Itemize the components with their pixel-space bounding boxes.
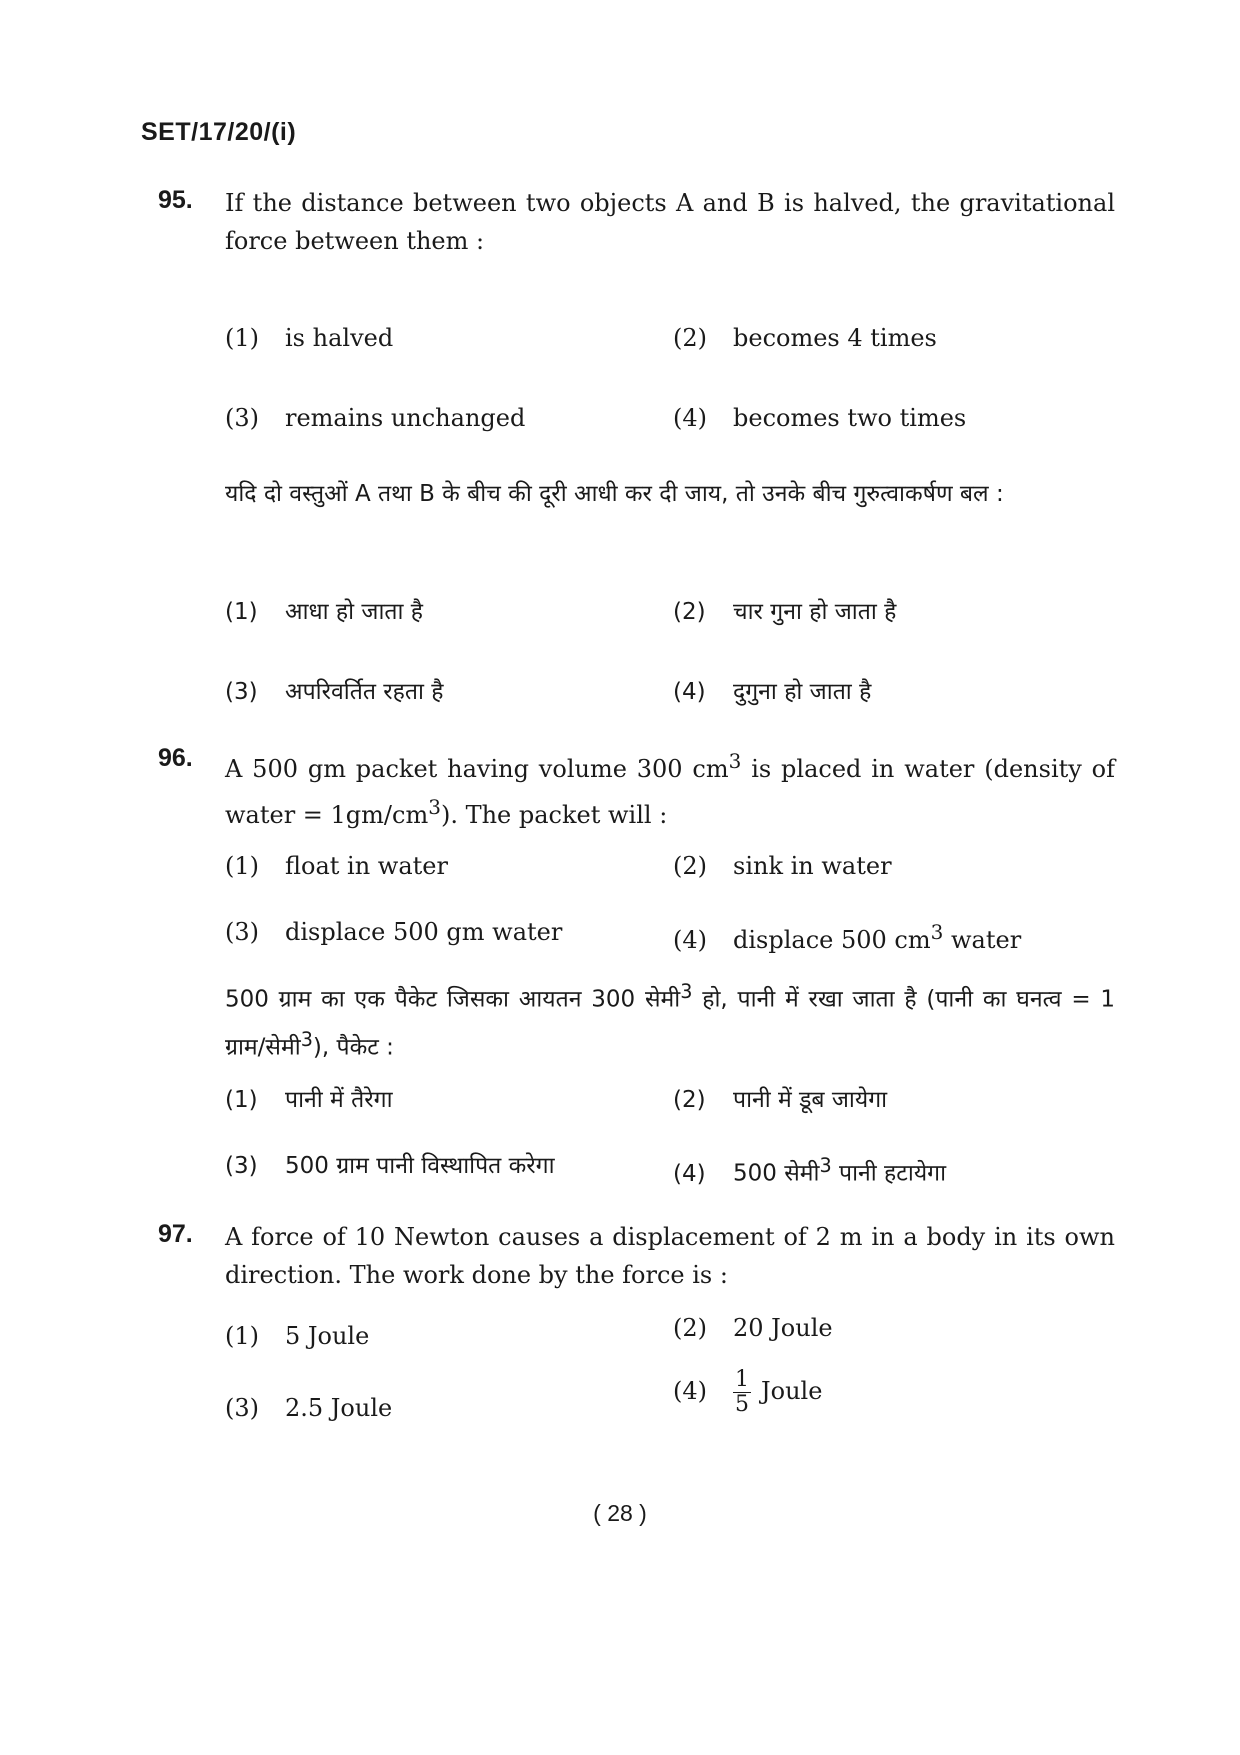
text-part: 500 ग्राम का एक पैकेट जिसका आयतन 300 सेमी	[225, 986, 681, 1013]
q97-option-4	[673, 1368, 822, 1417]
fraction-denominator: 5	[735, 1392, 749, 1417]
option-marker: (3)	[225, 1153, 258, 1179]
option-text: 500 ग्राम पानी विस्थापित करेगा	[285, 1153, 555, 1179]
q95-en-option-3	[225, 402, 525, 434]
q96-hi-option-1	[225, 1084, 393, 1116]
option-marker: (1)	[225, 599, 258, 625]
paper-code: SET/17/20/(i)	[141, 118, 297, 146]
q96-en-option-2	[673, 850, 892, 882]
fraction-one-fifth	[733, 1368, 751, 1417]
option-text: displace 500 gm water	[285, 918, 563, 946]
option-text: 20 Joule	[733, 1314, 833, 1342]
superscript: 3	[428, 795, 441, 819]
option-marker: (4)	[673, 926, 707, 954]
superscript: 3	[930, 920, 944, 944]
q96-en-option-4	[673, 916, 1021, 956]
option-marker: (3)	[225, 918, 259, 946]
text-part: हो, पानी में रखा जाता है (पानी का घनत्व = 1 ग्राम/सेमी	[225, 986, 1115, 1061]
option-marker: (4)	[673, 404, 707, 432]
option-marker: (1)	[225, 324, 259, 352]
option-marker: (3)	[225, 404, 259, 432]
q95-en-option-2	[673, 322, 937, 354]
option-marker: (2)	[673, 324, 707, 352]
q95-hi-option-4	[673, 676, 871, 708]
option-text: is halved	[285, 324, 394, 352]
question-96-number: 96.	[158, 744, 193, 772]
option-marker: (2)	[673, 1087, 706, 1113]
option-marker: (3)	[225, 679, 258, 705]
option-text: पानी हटायेगा	[831, 1160, 947, 1187]
option-marker: (2)	[673, 1314, 707, 1342]
option-marker: (1)	[225, 1087, 258, 1113]
option-text: अपरिवर्तित रहता है	[285, 679, 444, 705]
page-number: ( 28 )	[593, 1500, 647, 1526]
question-96-text-en	[225, 742, 1115, 834]
question-97-text-en: A force of 10 Newton causes a displacement of 2 m in a body in its own direction. The work done by the force is :	[225, 1223, 1115, 1289]
text-part: is placed in water (density of water = 1gm/cm	[225, 755, 1115, 829]
q96-en-option-3	[225, 916, 562, 948]
text-part: ), पैकेट :	[312, 1034, 394, 1061]
superscript: 3	[680, 980, 693, 1003]
question-95-number: 95.	[158, 186, 193, 214]
option-marker: (4)	[673, 1160, 706, 1187]
q95-hi-option-2	[673, 596, 896, 628]
q96-hi-option-4	[673, 1150, 946, 1190]
option-marker: (2)	[673, 852, 707, 880]
option-text: water	[943, 926, 1022, 954]
option-text: remains unchanged	[285, 404, 526, 432]
option-text: float in water	[285, 852, 448, 880]
q96-hi-option-2	[673, 1084, 887, 1116]
option-text: 500 सेमी	[733, 1160, 820, 1187]
option-text: becomes 4 times	[733, 324, 937, 352]
question-95-text-en: If the distance between two objects A and B is halved, the gravitational force between them :	[225, 189, 1115, 255]
option-marker: (1)	[225, 852, 259, 880]
option-marker: (3)	[225, 1394, 259, 1422]
q95-hi-option-1	[225, 596, 423, 628]
option-text: चार गुना हो जाता है	[733, 599, 897, 625]
option-text: पानी में तैरेगा	[285, 1087, 393, 1113]
q95-en-option-1	[225, 322, 393, 354]
option-marker: (1)	[225, 1322, 259, 1350]
superscript: 3	[300, 1027, 313, 1051]
superscript: 3	[728, 749, 742, 773]
option-text: दुगुना हो जाता है	[733, 679, 872, 705]
option-text: आधा हो जाता है	[285, 599, 424, 625]
q96-en-option-1	[225, 850, 448, 882]
text-part: A 500 gm packet having volume 300 cm	[225, 755, 729, 783]
q95-hi-option-3	[225, 676, 444, 708]
option-text: Joule	[761, 1377, 823, 1405]
q96-hi-option-3	[225, 1150, 555, 1182]
question-97-number: 97.	[158, 1220, 193, 1248]
superscript: 3	[819, 1154, 832, 1177]
q97-option-2	[673, 1312, 833, 1344]
option-text: 5 Joule	[285, 1322, 370, 1350]
option-marker: (4)	[673, 1377, 707, 1405]
option-text: sink in water	[733, 852, 892, 880]
option-marker: (2)	[673, 599, 706, 625]
q97-option-3	[225, 1392, 392, 1424]
question-96-text-hi	[225, 972, 1115, 1067]
q95-en-option-4	[673, 402, 966, 434]
option-text: displace 500 cm	[733, 926, 931, 954]
q97-option-1	[225, 1320, 369, 1352]
option-marker: (4)	[673, 679, 706, 705]
option-text: becomes two times	[733, 404, 967, 432]
text-part: ). The packet will :	[440, 801, 668, 829]
fraction-numerator: 1	[735, 1367, 749, 1392]
question-95-text-hi: यदि दो वस्तुओं A तथा B के बीच की दूरी आधी कर दी जाय, तो उनके बीच गुरुत्वाकर्षण बल :	[225, 481, 1004, 507]
option-text: 2.5 Joule	[285, 1394, 393, 1422]
option-text: पानी में डूब जायेगा	[733, 1087, 888, 1113]
